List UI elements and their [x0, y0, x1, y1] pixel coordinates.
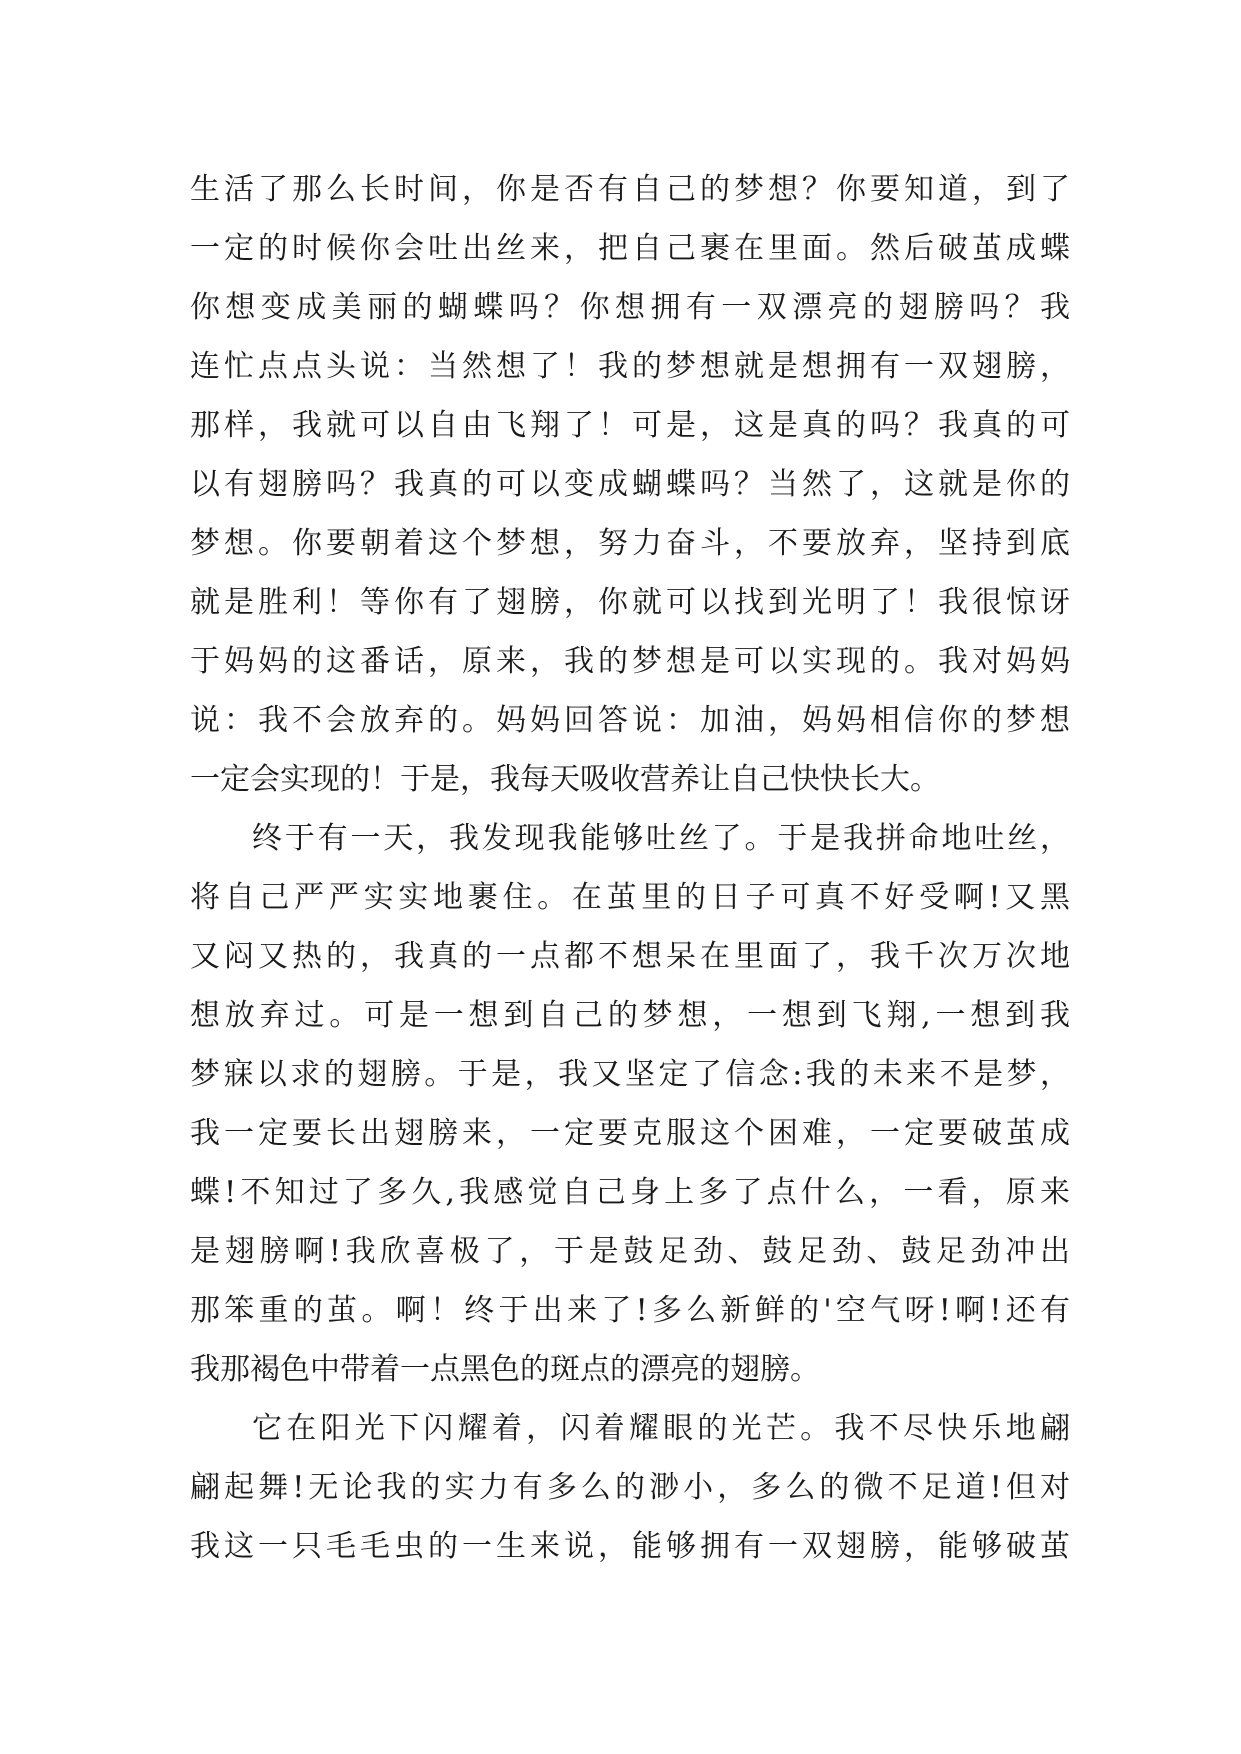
text-line: 梦想。你要朝着这个梦想，努力奋斗，不要放弃，坚持到底	[190, 526, 1070, 561]
text-line: 我那褐色中带着一点黑色的斑点的漂亮的翅膀。	[190, 1352, 820, 1387]
text-line: 将自己严严实实地裹住。在茧里的日子可真不好受啊!又黑	[190, 880, 1070, 915]
text-line: 一定会实现的！于是，我每天吸收营养让自己快快长大。	[190, 762, 940, 797]
text-line: 终于有一天，我发现我能够吐丝了。于是我拼命地吐丝，	[252, 821, 1070, 856]
text-line: 是翅膀啊!我欣喜极了，于是鼓足劲、鼓足劲、鼓足劲冲出	[190, 1234, 1070, 1269]
text-line: 蝶!不知过了多久,我感觉自己身上多了点什么，一看，原来	[190, 1175, 1070, 1210]
text-line: 一定的时候你会吐出丝来，把自己裹在里面。然后破茧成蝶	[190, 231, 1070, 266]
text-line: 就是胜利！等你有了翅膀，你就可以找到光明了！我很惊讶	[190, 585, 1070, 620]
text-line: 说：我不会放弃的。妈妈回答说：加油，妈妈相信你的梦想	[190, 703, 1070, 738]
text-line: 我这一只毛毛虫的一生来说，能够拥有一双翅膀，能够破茧	[190, 1529, 1070, 1564]
text-line: 你想变成美丽的蝴蝶吗？你想拥有一双漂亮的翅膀吗？我	[190, 290, 1070, 325]
text-line: 又闷又热的，我真的一点都不想呆在里面了，我千次万次地	[190, 939, 1070, 974]
text-line: 我一定要长出翅膀来，一定要克服这个困难，一定要破茧成	[190, 1116, 1070, 1151]
text-line: 连忙点点头说：当然想了！我的梦想就是想拥有一双翅膀，	[190, 349, 1070, 384]
text-line: 以有翅膀吗？我真的可以变成蝴蝶吗？当然了，这就是你的	[190, 467, 1070, 502]
text-line: 于妈妈的这番话，原来，我的梦想是可以实现的。我对妈妈	[190, 644, 1070, 679]
text-line: 翩起舞!无论我的实力有多么的渺小，多么的微不足道!但对	[190, 1470, 1070, 1505]
text-line: 那笨重的茧。啊！终于出来了!多么新鲜的'空气呀!啊!还有	[190, 1293, 1070, 1328]
text-line: 那样，我就可以自由飞翔了！可是，这是真的吗？我真的可	[190, 408, 1070, 443]
text-line: 它在阳光下闪耀着，闪着耀眼的光芒。我不尽快乐地翩	[252, 1411, 1070, 1446]
text-line: 生活了那么长时间，你是否有自己的梦想？你要知道，到了	[190, 172, 1070, 207]
text-line: 梦寐以求的翅膀。于是，我又坚定了信念:我的未来不是梦，	[190, 1057, 1070, 1092]
text-line: 想放弃过。可是一想到自己的梦想，一想到飞翔,一想到我	[190, 998, 1070, 1033]
body-text	[190, 160, 1070, 1576]
